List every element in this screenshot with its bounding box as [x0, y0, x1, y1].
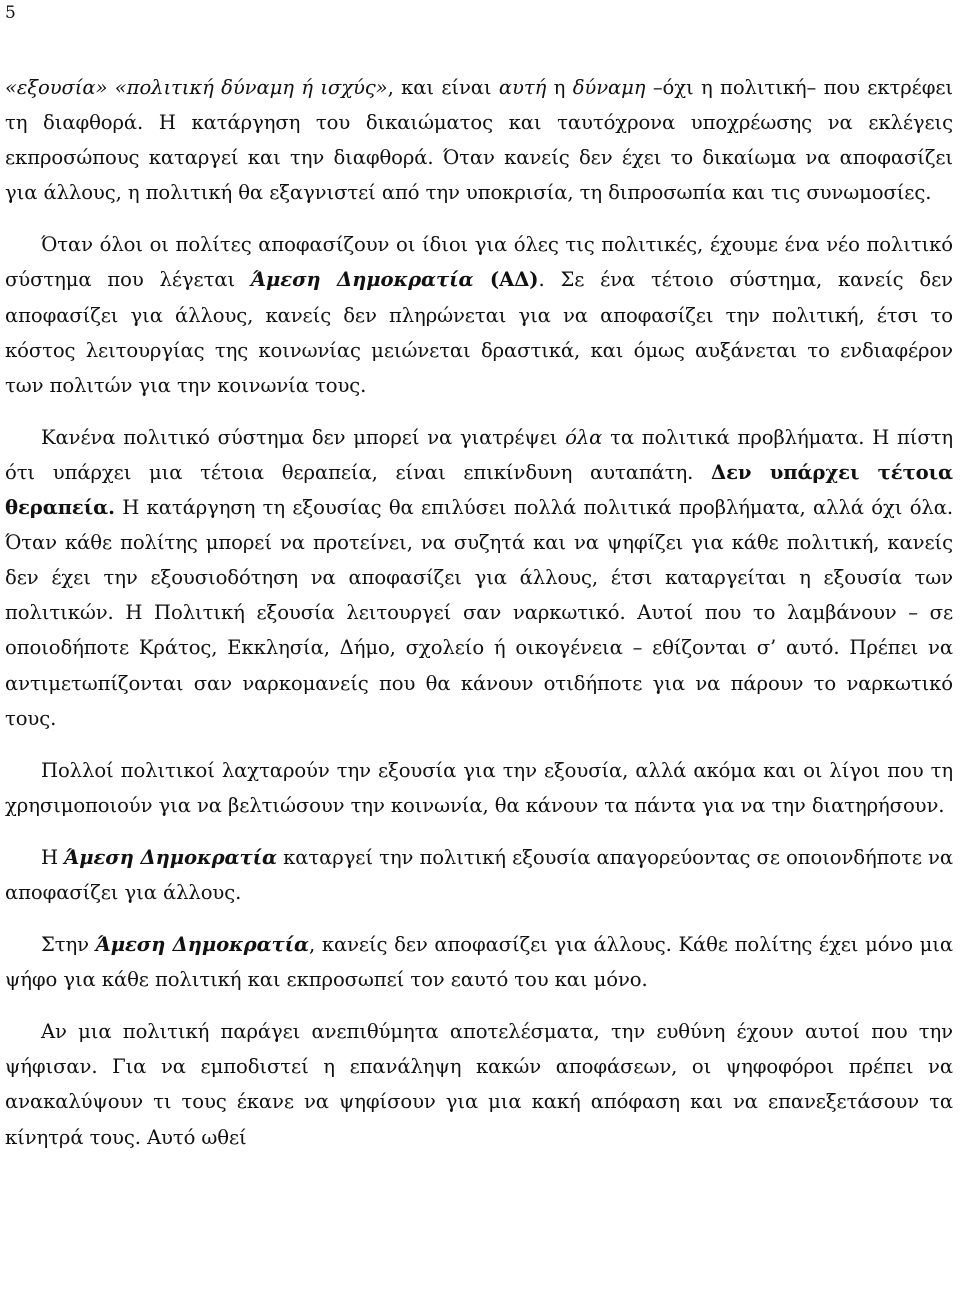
- text-run: [107, 76, 114, 99]
- text-run: Στην: [41, 933, 96, 957]
- text-run: –όχι η πολιτική– που εκτρέφει τη διαφθορά. Η κατάργηση του δικαιώματος και ταυτόχρονα υποχρέωσης να εκλέγεις εκπροσώπους καταργεί και την διαφθορά. Όταν κανείς δεν έχει το δικαίωμα να αποφασίζει για άλλους, η πολιτική θα εξαγνιστεί από την υποκρισία, τη διπροσωπία και τις συνωμοσίες.: [5, 76, 953, 205]
- emphasis: δύναμη: [572, 76, 646, 99]
- text-run: Κανένα πολιτικό σύστημα δεν μπορεί να γιατρέψει: [41, 425, 566, 449]
- text-run: η: [546, 76, 573, 99]
- text-run: . Σε ένα τέτοιο σύστημα, κανείς δεν αποφασίζει για άλλους, κανείς δεν πληρώνεται για να αποφασίζει την πολιτική, έτσι το κόστος λειτουργίας της κοινωνίας μειώνεται δραστικά, και όμως αυξάνεται το ενδιαφέρον των πολιτών για την κοινωνία τους.: [5, 268, 953, 397]
- quoted-term: «εξουσία»: [5, 76, 108, 99]
- page-number: 5: [5, 3, 16, 23]
- text-run: Πολλοί πολιτικοί λαχταρούν την εξουσία για την εξουσία, αλλά ακόμα και οι λίγοι που τη χρησιμοποιούν για να βελτιώσουν την κοινωνία, θα κάνουν τα πάντα για να την διατηρήσουν.: [5, 758, 953, 817]
- emphasis: αυτή: [498, 76, 547, 99]
- text-run: Αν μια πολιτική παράγει ανεπιθύμητα αποτελέσματα, την ευθύνη έχουν αυτοί που την ψήφισαν. Για να εμποδιστεί η επανάληψη κακών αποφάσεων, οι ψηφοφόροι πρέπει να ανακαλύψουν τι τους έκανε να ψηφίσουν για μια κακή απόφαση και να επανεξετάσουν τα κίνητρά τους. Αυτό ωθεί: [5, 1020, 953, 1149]
- paragraph-1: [5, 70, 953, 210]
- text-run: Όταν όλοι οι πολίτες αποφασίζουν οι ίδιοι για όλες τις πολιτικές, έχουμε ένα νέο πολιτικό σύστημα που λέγεται: [5, 233, 953, 292]
- paragraph-3: [5, 420, 953, 736]
- text-run: Η κατάργηση τη εξουσίας θα επιλύσει πολλά πολιτικά προβλήματα, αλλά όχι όλα. Όταν κάθε πολίτης μπορεί να προτείνει, να συζητά και να ψηφίζει για κάθε πολιτική, κανείς δεν έχει την εξουσιοδότηση να αποφασίζει για άλλους, έτσι καταργείται η εξουσία των πολιτικών. Η Πολιτική εξουσία λειτουργεί σαν ναρκωτικό. Αυτοί που το λαμβάνουν – σε οποιοδήποτε Κράτος, Εκκλησία, Δήμο, σχολείο ή οικογένεια – εθίζονται σ’ αυτό. Πρέπει να αντιμετωπίζονται σαν ναρκομανείς που θα κάνουν οτιδήποτε για να πάρουν το ναρκωτικό τους.: [5, 496, 953, 730]
- term-direct-democracy: Άμεση Δημοκρατία: [250, 268, 474, 292]
- paragraph-2: [5, 227, 953, 402]
- paragraph-4: [5, 753, 953, 823]
- paragraph-6: [5, 927, 953, 997]
- emphasis: όλα: [565, 425, 603, 449]
- paragraph-7: [5, 1014, 953, 1154]
- paragraph-5: [5, 840, 953, 910]
- document-body: [5, 70, 953, 1172]
- text-run: τα πολιτικά προβλήματα. Η πίστη ότι υπάρχει μια τέτοια θεραπεία, είναι επικίνδυνη αυταπάτη.: [5, 425, 953, 484]
- bold-statement: Δεν υπάρχει τέτοια θεραπεία.: [5, 460, 953, 520]
- abbreviation: (ΑΔ): [473, 268, 539, 292]
- term-direct-democracy: Άμεση Δημοκρατία: [95, 933, 309, 957]
- term-direct-democracy: Άμεση Δημοκρατία: [64, 845, 277, 869]
- quoted-term: «πολιτική δύναμη ή ισχύς»: [114, 76, 388, 99]
- text-run: καταργεί την πολιτική εξουσία απαγορεύοντας σε οποιονδήποτε να αποφασίζει για άλλους.: [5, 845, 954, 904]
- text-run: , και είναι: [387, 76, 499, 99]
- text-run: Η: [41, 845, 65, 869]
- text-run: , κανείς δεν αποφασίζει για άλλους. Κάθε πολίτης έχει μόνο μια ψήφο για κάθε πολιτική και εκπροσωπεί τον εαυτό του και μόνο.: [5, 933, 953, 992]
